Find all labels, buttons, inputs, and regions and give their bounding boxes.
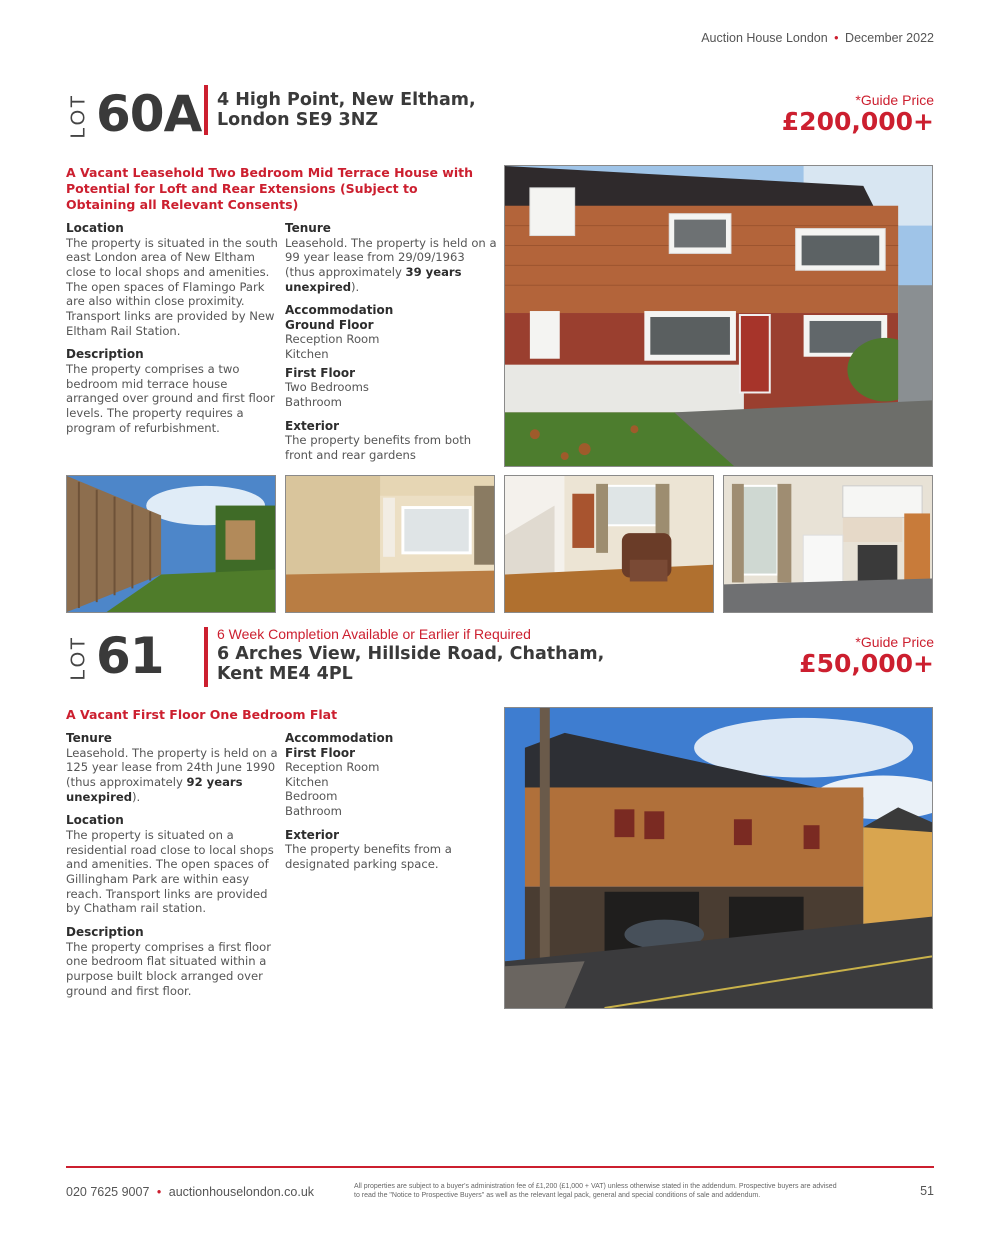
lot-address: 4 High Point, New Eltham, London SE9 3NZ: [217, 90, 476, 130]
footer-disclaimer: All properties are subject to a buyer's administration fee of £1,200 (£1,000 + VAT) unless otherwise stated in the addendum. Prospective buyers are advised to read the "Notice to Prospective Buyers" as well as the relevant legal pack, general and special conditions of sale and addendum.: [354, 1183, 837, 1199]
heading-divider: [204, 85, 208, 135]
guide-price: £50,000+: [799, 649, 934, 678]
website-link[interactable]: auctionhouselondon.co.uk: [168, 1185, 315, 1199]
lot-61-left-column: [66, 731, 278, 1007]
lot-60a-summary: A Vacant Leasehold Two Bedroom Mid Terrace House with Potential for Loft and Rear Extensions (Subject to Obtaining all Relevant Consents): [66, 165, 473, 212]
header-separator: •: [834, 31, 839, 45]
completion-note: 6 Week Completion Available or Earlier if Required: [217, 626, 531, 642]
lot-61-heading: [66, 628, 934, 688]
publisher-name: Auction House London: [701, 31, 828, 45]
page-header: [701, 31, 934, 45]
lot-60a-left-column: [66, 221, 278, 444]
lot-60a-living-room-photo: [504, 475, 714, 613]
guide-price-label: *Guide Price: [855, 92, 934, 108]
accommodation-section: Accommodation First Floor Reception Room Kitchen Bedroom Bathroom: [285, 731, 394, 819]
guide-price-label: *Guide Price: [855, 634, 934, 650]
lot-number: 61: [96, 627, 164, 685]
exterior-section: Exterior The property benefits from both front and rear gardens: [285, 418, 472, 462]
tenure-section: Tenure Leasehold. The property is held on a 99 year lease from 29/09/1963 (thus approximately 39 years unexpired).: [285, 221, 497, 294]
page-number: 51: [920, 1184, 934, 1198]
location-section: Location The property is situated in the south east London area of New Eltham close to local shops and amenities. The open spaces of Flamingo Park are also within close proximity. Transport links are provided by New Eltham Rail Station.: [66, 221, 278, 338]
guide-price: £200,000+: [781, 107, 934, 136]
lot-60a: [66, 86, 934, 146]
lot-61-right-column: [285, 731, 497, 881]
lot-60a-heading: [66, 86, 934, 146]
lot-61-summary: A Vacant First Floor One Bedroom Flat: [66, 707, 338, 722]
lot-61-main-photo: [504, 707, 933, 1009]
lot-label: LOT: [67, 635, 90, 681]
footer-separator: •: [156, 1185, 162, 1199]
lot-label: LOT: [67, 93, 90, 139]
lot-60a-right-column: [285, 221, 497, 472]
lot-address: 6 Arches View, Hillside Road, Chatham, Kent ME4 4PL: [217, 644, 605, 684]
description-section: Description The property comprises a first floor one bedroom flat situated within a purpose built block arranged over ground and first floor.: [66, 925, 271, 998]
guide-price-block: [799, 634, 934, 678]
accommodation-section: Accommodation Ground Floor Reception Room Kitchen: [285, 303, 394, 362]
heading-divider: [204, 627, 208, 687]
lot-60a-kitchen-photo: [723, 475, 933, 613]
first-floor-section: First Floor Two Bedrooms Bathroom: [285, 365, 369, 409]
lot-60a-garden-photo: [66, 475, 276, 613]
guide-price-block: [782, 92, 934, 136]
exterior-section: Exterior The property benefits from a designated parking space.: [285, 827, 452, 872]
footer-divider: [66, 1166, 934, 1168]
lot-60a-bedroom-photo: [285, 475, 495, 613]
lot-60a-main-photo: [504, 165, 933, 467]
phone-number[interactable]: 020 7625 9007: [66, 1185, 150, 1199]
issue-date: December 2022: [845, 31, 934, 45]
lot-61: [66, 628, 934, 688]
footer-contact: [66, 1185, 314, 1199]
description-section: Description The property comprises a two bedroom mid terrace house arranged over ground and first floor levels. The property requires a program of refurbishment.: [66, 347, 275, 435]
tenure-section: Tenure Leasehold. The property is held on a 125 year lease from 24th June 1990 (thus approximately 92 years unexpired).: [66, 731, 278, 804]
lot-number: 60A: [96, 85, 202, 143]
location-section: Location The property is situated on a residential road close to local shops and amenities. The open spaces of Gillingham Park are within easy reach. Transport links are provided by Chatham rail station.: [66, 813, 274, 916]
